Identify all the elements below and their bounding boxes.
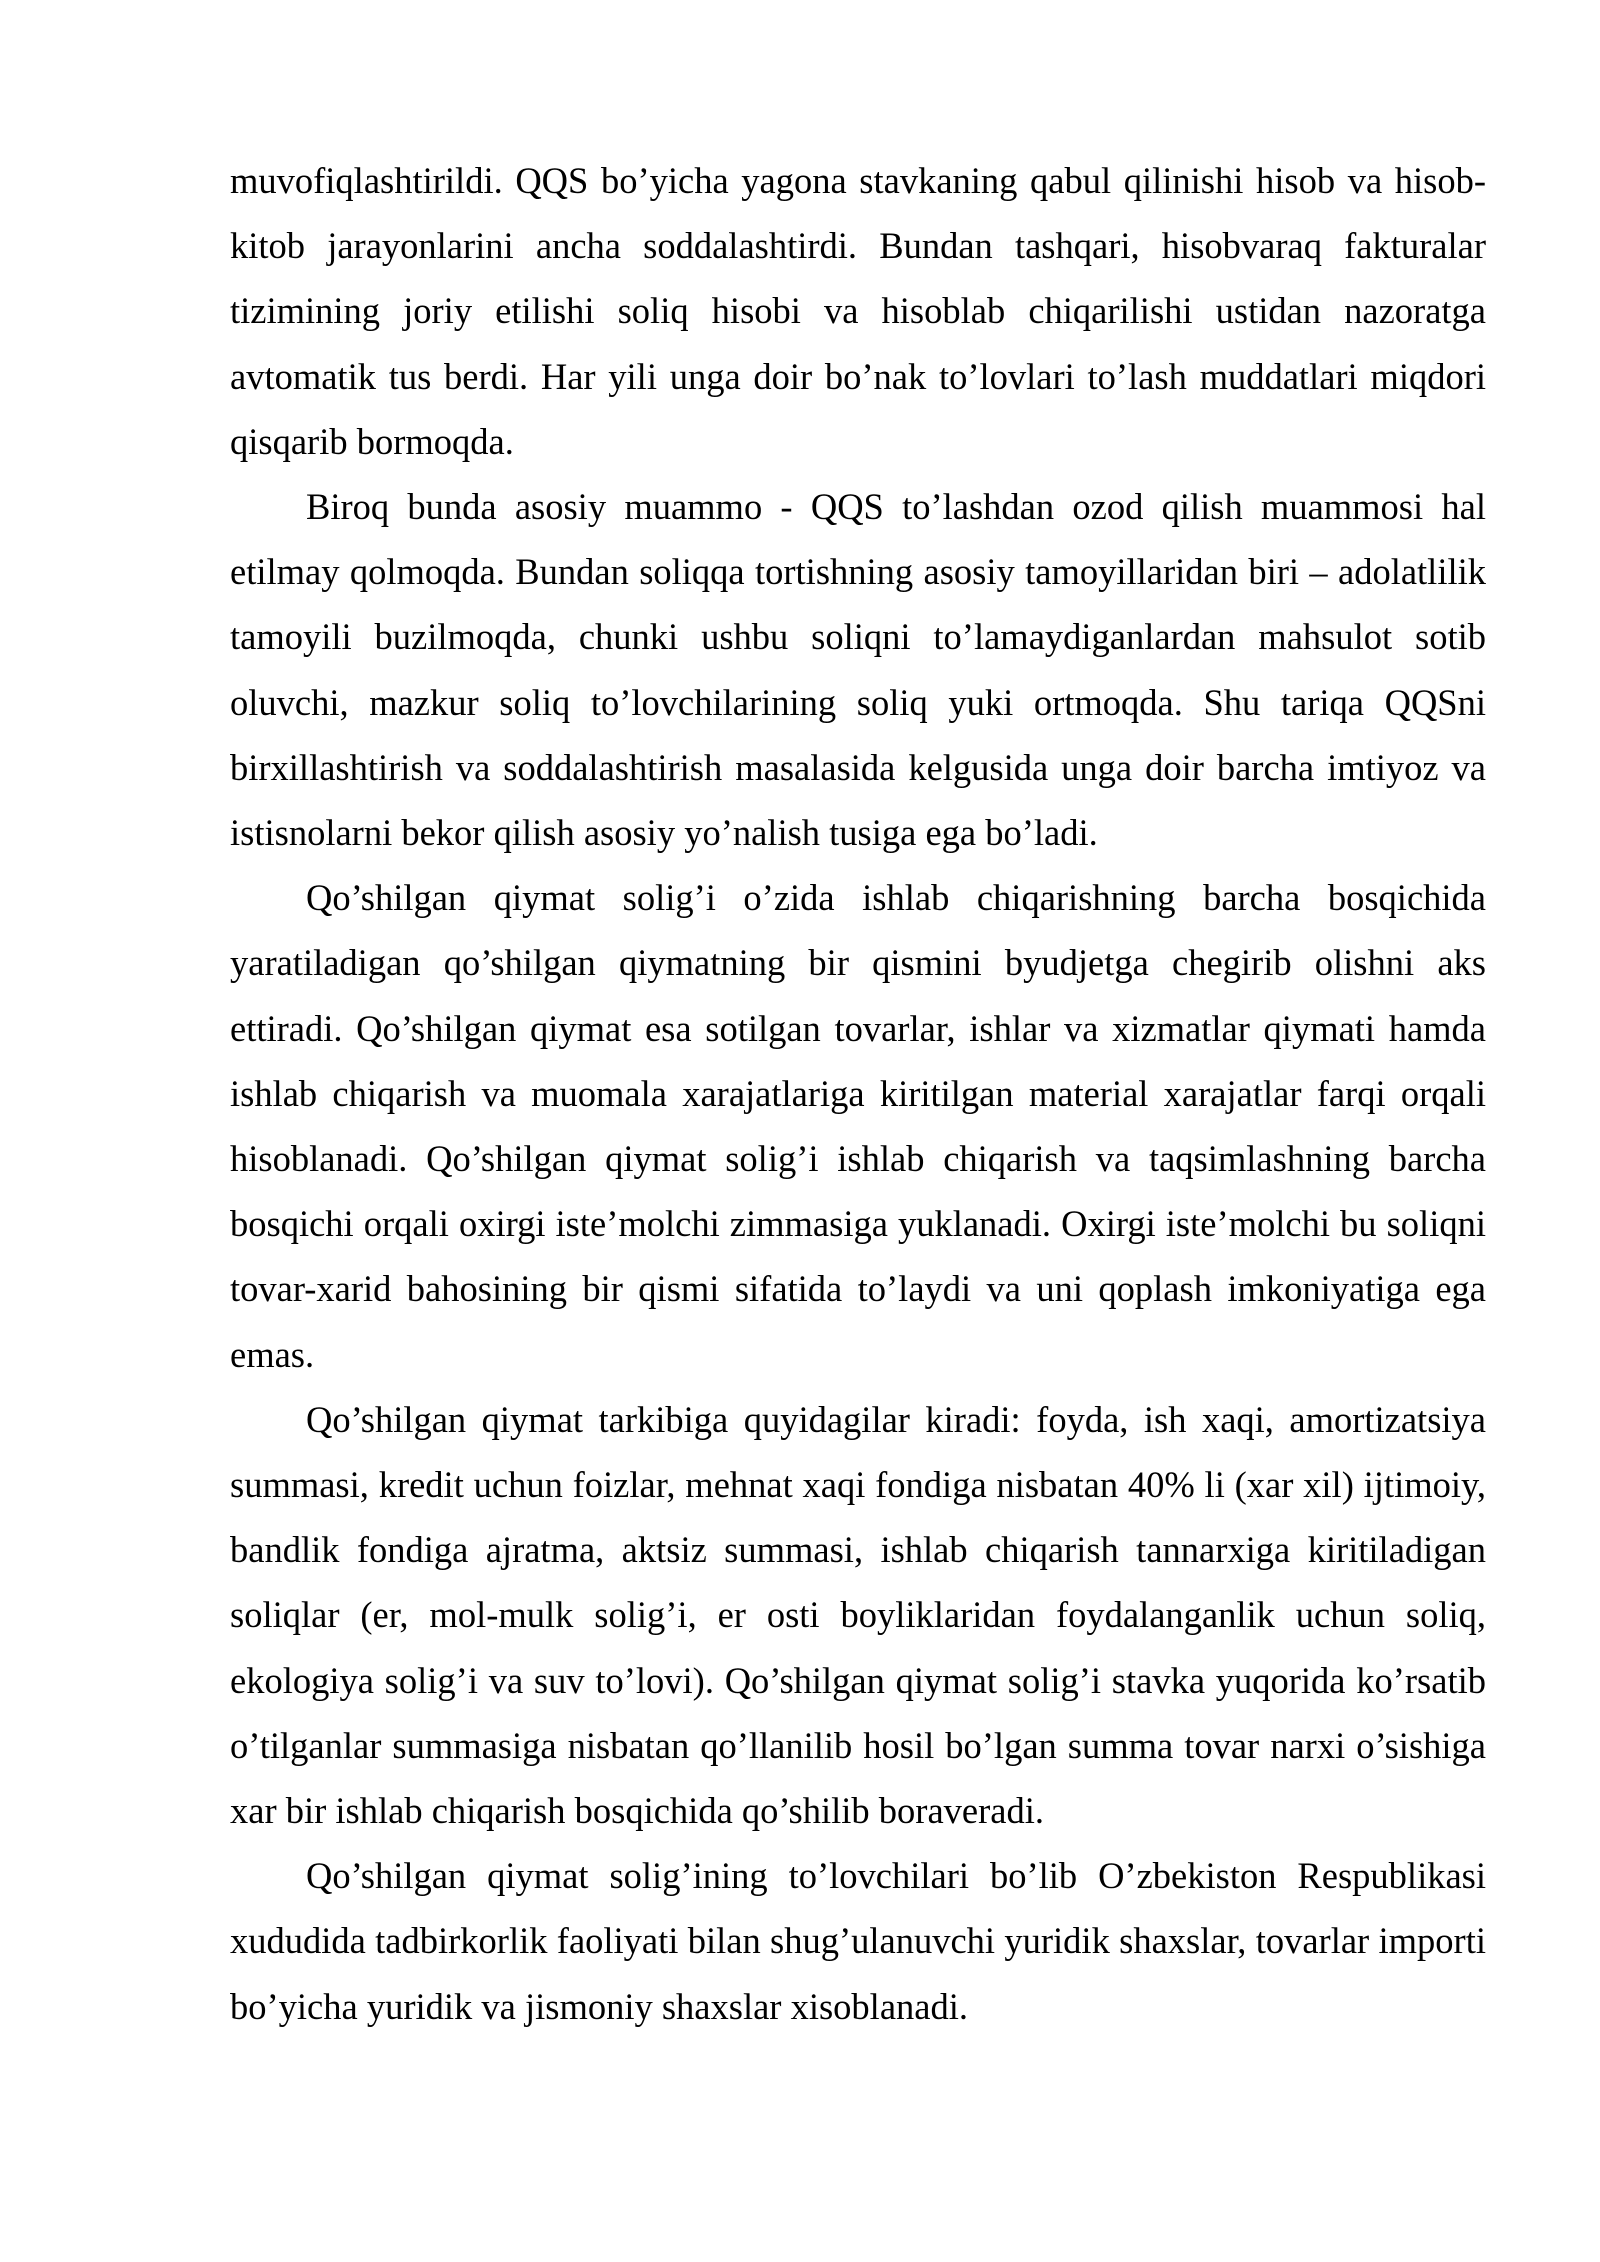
paragraph-5: Qo’shilgan qiymat solig’ining to’lovchilari bo’lib O’zbekiston Respublikasi xududida tadbirkorlik faoliyati bilan shug’ulanuvchi yuridik shaxslar, tovarlar importi bo’yicha yuridik va jismoniy shaxslar xisoblanadi. bbox=[230, 1855, 1486, 2027]
paragraph-3: Qo’shilgan qiymat solig’i o’zida ishlab chiqarishning barcha bosqichida yaratiladigan qo’shilgan qiymatning bir qismini byudjetga chegirib olishni aks ettiradi. Qo’shilgan qiymat esa sotilgan tovarlar, ishlar va xizmatlar qiymati hamda ishlab chiqarish va muomala xarajatlariga kiritilgan material xarajatlar farqi orqali hisoblanadi. Qo’shilgan qiymat solig’i ishlab chiqarish va taqsimlashning barcha bosqichi orqali oxirgi iste’molchi zimmasiga yuklanadi. Oxirgi iste’molchi bu soliqni tovar-xarid bahosining bir qismi sifatida to’laydi va uni qoplash imkoniyatiga ega emas. bbox=[230, 877, 1486, 1375]
document-page bbox=[230, 148, 1486, 2039]
paragraph-2: Biroq bunda asosiy muammo - QQS to’lashdan ozod qilish muammosi hal etilmay qolmoqda. Bundan soliqqa tortishning asosiy tamoyillaridan biri – adolatlilik tamoyili buzilmoqda, chunki ushbu soliqni to’lamaydiganlardan mahsulot sotib oluvchi, mazkur soliq to’lovchilarining soliq yuki ortmoqda. Shu tariqa QQSni birxillashtirish va soddalashtirish masalasida kelgusida unga doir barcha imtiyoz va istisnolarni bekor qilish asosiy yo’nalish tusiga ega bo’ladi. bbox=[230, 486, 1486, 854]
paragraph-4: Qo’shilgan qiymat tarkibiga quyidagilar kiradi: foyda, ish xaqi, amortizatsiya summasi, kredit uchun foizlar, mehnat xaqi fondiga nisbatan 40% li (xar xil) ijtimoiy, bandlik fondiga ajratma, aktsiz summasi, ishlab chiqarish tannarxiga kiritiladigan soliqlar (er, mol-mulk solig’i, er osti boyliklaridan foydalanganlik uchun soliq, ekologiya solig’i va suv to’lovi). Qo’shilgan qiymat solig’i stavka yuqorida ko’rsatib o’tilganlar summasiga nisbatan qo’llanilib hosil bo’lgan summa tovar narxi o’sishiga xar bir ishlab chiqarish bosqichida qo’shilib boraveradi. bbox=[230, 1398, 1486, 1832]
paragraph-1: muvofiqlashtirildi. QQS bo’yicha yagona stavkaning qabul qilinishi hisob va hisob-kitob jarayonlarini ancha soddalashtirdi. Bundan tashqari, hisobvaraq fakturalar tizimining joriy etilishi soliq hisobi va hisoblab chiqarilishi ustidan nazoratga avtomatik tus berdi. Har yili unga doir bo’nak to’lovlari to’lash muddatlari miqdori qisqarib bormoqda. bbox=[230, 160, 1486, 462]
